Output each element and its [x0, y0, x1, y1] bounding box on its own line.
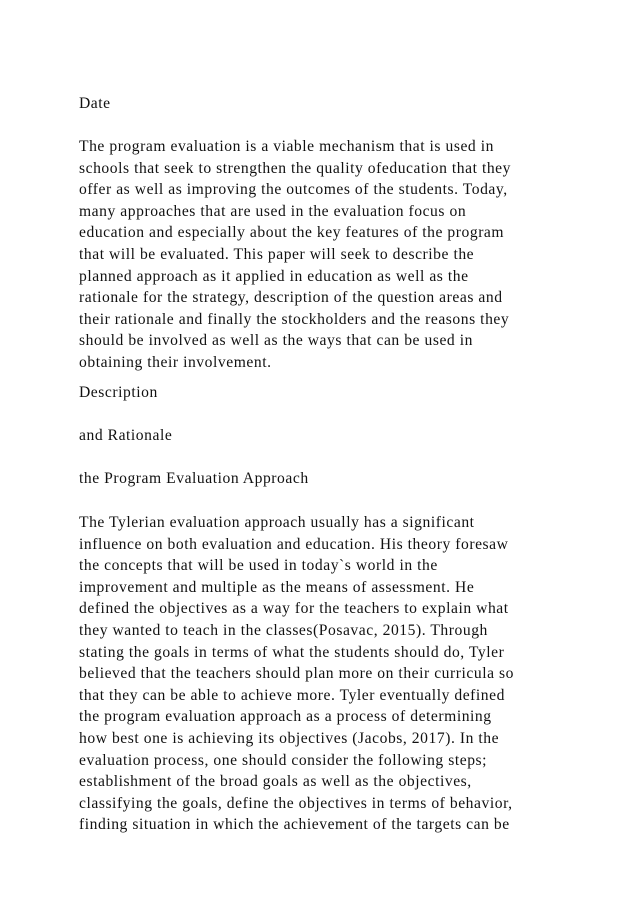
paragraph-line: stating the goals in terms of what the students should do, Tyler [79, 643, 505, 661]
paragraph-line: evaluation process, one should consider the following steps; [79, 751, 488, 769]
paragraph-line: influence on both evaluation and education. His theory foresaw [79, 535, 509, 553]
paragraph-line: they wanted to teach in the classes(Posavac, 2015). Through [79, 621, 488, 639]
paragraph-line: that will be evaluated. This paper will seek to describe the [79, 245, 475, 263]
paragraph-line: how best one is achieving its objectives (Jacobs, 2017). In the [79, 729, 500, 747]
paragraph-line: schools that seek to strengthen the quality ofeducation that they [79, 159, 511, 177]
paragraph-line: the concepts that will be used in today`s world in the [79, 557, 438, 575]
paragraph-line: planned approach as it applied in education as well as the [79, 267, 469, 285]
paragraph-line: the program evaluation approach as a process of determining [79, 708, 492, 726]
paragraph-line: The program evaluation is a viable mechanism that is used in [79, 138, 494, 155]
paragraph-line: classifying the goals, define the objectives in terms of behavior, [79, 794, 513, 812]
paragraph-line: many approaches that are used in the evaluation focus on [79, 202, 467, 220]
intro-paragraph [79, 136, 619, 374]
section-heading-description: Description [79, 384, 158, 401]
paragraph-line: offer as well as improving the outcomes of the students. Today, [79, 181, 508, 199]
paragraph-line: education and especially about the key features of the program [79, 224, 505, 242]
paragraph-line: rationale for the strategy, description of the question areas and [79, 289, 503, 307]
section-heading-rationale: and Rationale [79, 427, 173, 444]
date-heading: Date [79, 95, 111, 112]
section-heading-approach: the Program Evaluation Approach [79, 470, 309, 487]
paragraph-line: that they can be able to achieve more. Tyler eventually defined [79, 686, 505, 704]
paragraph-line: their rationale and finally the stockholders and the reasons they [79, 310, 510, 328]
paragraph-line: obtaining their involvement. [79, 353, 272, 371]
paragraph-line: finding situation in which the achievement of the targets can be [79, 816, 510, 834]
paragraph-line: defined the objectives as a way for the teachers to explain what [79, 600, 509, 618]
paragraph-line: should be involved as well as the ways that can be used in [79, 332, 473, 350]
body-paragraph [79, 512, 619, 836]
paragraph-line: The Tylerian evaluation approach usually has a significant [79, 514, 475, 531]
paragraph-line: believed that the teachers should plan more on their curricula so [79, 665, 514, 683]
paragraph-line: improvement and multiple as the means of assessment. He [79, 578, 475, 596]
paragraph-line: establishment of the broad goals as well as the objectives, [79, 773, 472, 791]
